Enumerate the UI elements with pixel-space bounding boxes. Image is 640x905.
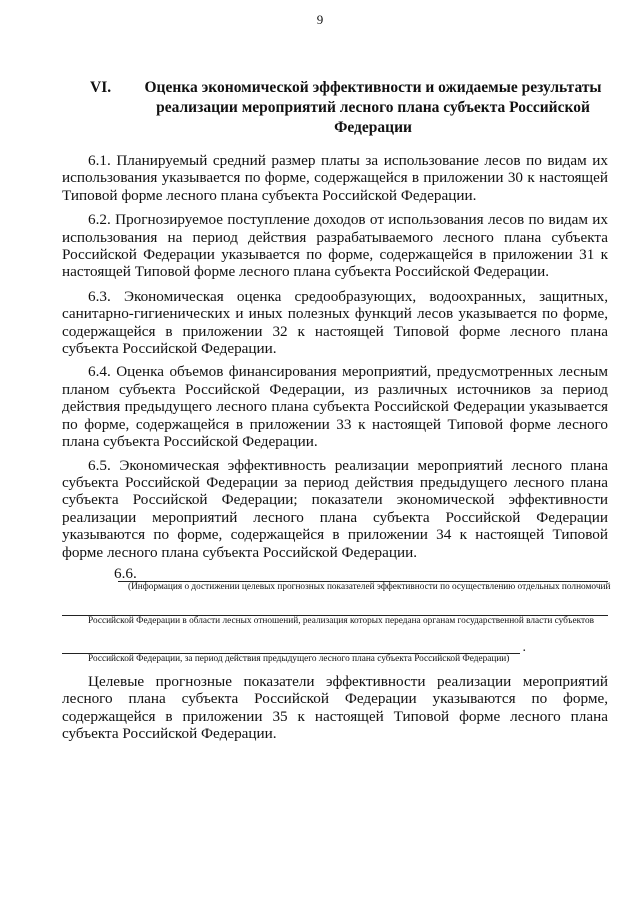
paragraph-6-2: 6.2. Прогнозируемое поступление доходов от использования лесов по видам их использования на период действия разрабатываемого лесного плана субъекта Российской Федерации указывается по форме, содержащейся в приложении 31 к настоящей Типовой форме лесного плана субъекта Российской Федерации. [62, 211, 608, 281]
paragraph-6-5: 6.5. Экономическая эффективность реализации мероприятий лесного плана субъекта Российской Федерации за период действия предыдущего лесного плана субъекта Российской Федерации; показатели экономической эффективности реализации мероприятий лесного плана субъекта Российской Федерации указываются по форме, содержащейся в приложении 34 к настоящей Типовой форме лесного плана субъекта Российской Федерации. [62, 456, 608, 561]
paragraph-6-1: 6.1. Планируемый средний размер платы за использование лесов по видам их использования указывается по форме, содержащейся в приложении 30 к настоящей Типовой форме лесного плана субъекта Российской Федерации. [62, 152, 608, 204]
section-title: Оценка экономической эффективности и ожидаемые результаты реализации мероприятий лесного плана субъекта Российской Федерации [144, 79, 602, 136]
paragraph-6-3: 6.3. Экономическая оценка средообразующих, водоохранных, защитных, санитарно-гигиенических и иных полезных функций лесов указывается по форме, содержащейся в приложении 32 к настоящей Типовой форме лесного плана субъекта Российской Федерации. [62, 287, 608, 358]
fill-note-1: (Информация о достижении целевых прогнозных показателей эффективности по осуществлению отдельных полномочий [128, 581, 611, 592]
section-body [62, 152, 611, 750]
fill-note-2: Российской Федерации в области лесных отношений, реализация которых передана органам государственной власти субъектов [88, 615, 594, 626]
section-heading [90, 78, 610, 138]
paragraph-6-4: 6.4. Оценка объемов финансирования мероприятий, предусмотренных лесным планом субъекта Российской Федерации, из различных источников за период действия предыдущего лесного плана субъекта Российской Федерации указывается по форме, содержащейся в приложении 33 к настоящей Типовой форме лесного плана субъекта Российской Федерации. [62, 363, 608, 451]
paragraph-6-6-label: 6.6. [114, 564, 137, 582]
paragraph-target-indicators: Целевые прогнозные показатели эффективности реализации мероприятий лесного плана субъекта Российской Федерации указываются по форме, содержащейся в приложении 35 к настоящей Типовой форме лесного плана субъекта Российской Федерации. [62, 672, 608, 743]
fill-line-end: . [522, 639, 526, 655]
fill-line-2 [62, 593, 608, 631]
paragraph-6-6 [62, 564, 611, 667]
fill-line-1 [62, 564, 611, 593]
fill-note-3: Российской Федерации, за период действия предыдущего лесного плана субъекта Российской Федерации) [88, 653, 510, 664]
fill-line-3 [62, 631, 608, 667]
section-numeral: VI. [90, 79, 112, 96]
page-number: 9 [316, 12, 324, 27]
